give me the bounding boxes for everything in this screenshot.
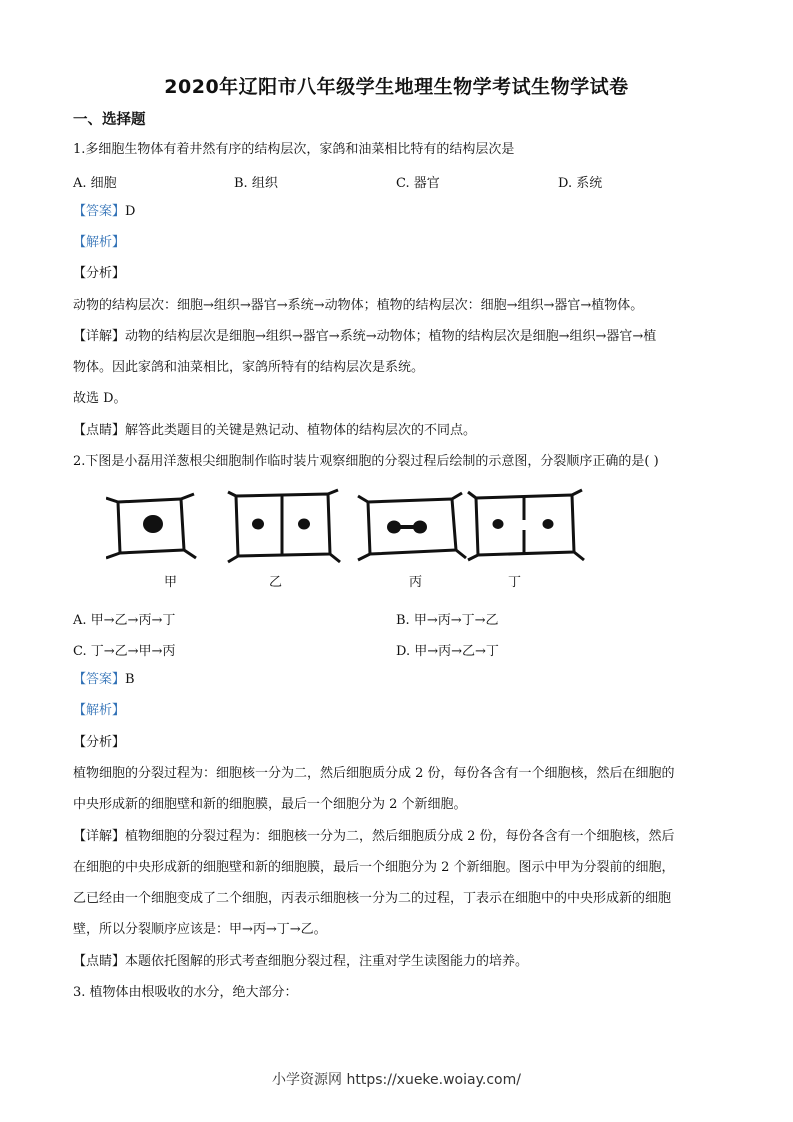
q2-dianjing [73, 953, 528, 971]
answer-value: D [125, 204, 136, 219]
answer-tag: 【答案】 [73, 204, 126, 219]
q1-xiangjie [73, 328, 656, 346]
q1-answer [73, 203, 135, 221]
q1-conclusion: 故选 D。 [73, 391, 127, 406]
cell-ding [468, 490, 584, 560]
q2-xiangjie [73, 828, 675, 846]
q2-option-d: D. 甲→丙→乙→丁 [396, 644, 499, 659]
dianjing-tag: 【点睛】 [73, 954, 126, 969]
dianjing-tag: 【点睛】 [73, 423, 126, 438]
page-footer: 小学资源网 https://xueke.woiay.com/ [272, 1072, 521, 1088]
dianjing-text: 解答此类题目的关键是熟记动、植物体的结构层次的不同点。 [125, 423, 477, 438]
q2-xiangjie-text-4: 壁，所以分裂顺序应该是：甲→丙→丁→乙。 [73, 922, 327, 937]
q1-option-d: D. 系统 [558, 176, 603, 191]
section-heading: 一、选择题 [73, 112, 146, 128]
q2-option-a: A. 甲→乙→丙→丁 [73, 613, 176, 628]
xiangjie-tag: 【详解】 [73, 829, 126, 844]
q2-fenxi-text-1: 植物细胞的分裂过程为：细胞核一分为二，然后细胞质分成 2 份，每份各含有一个细胞核，然后在细胞的 [73, 766, 675, 781]
xiangjie-tag: 【详解】 [73, 329, 126, 344]
q1-fenxi-tag: 【分析】 [73, 266, 126, 281]
q1-option-c: C. 器官 [396, 176, 440, 191]
xiangjie-text-1: 植物细胞的分裂过程为：细胞核一分为二，然后细胞质分成 2 份，每份各含有一个细胞核，然后 [125, 829, 675, 844]
q1-option-a: A. 细胞 [73, 176, 117, 191]
answer-tag: 【答案】 [73, 672, 126, 687]
cell-yi [228, 490, 340, 562]
q1-dianjing [73, 422, 476, 440]
q2-xiangjie-text-3: 乙已经由一个细胞变成了二个细胞，丙表示细胞核一分为二的过程，丁表示在细胞中的中央形成新的细胞 [73, 891, 672, 906]
q2-stem: 2.下图是小磊用洋葱根尖细胞制作临时装片观察细胞的分裂过程后绘制的示意图，分裂顺序正确的是( ) [73, 454, 659, 469]
q2-fenxi-tag: 【分析】 [73, 735, 126, 750]
caption-bing: 丙 [409, 575, 423, 590]
answer-value: B [125, 672, 135, 687]
caption-jia: 甲 [164, 575, 178, 590]
q2-option-c: C. 丁→乙→甲→丙 [73, 644, 176, 659]
q1-jiexi-tag: 【解析】 [73, 235, 126, 250]
q1-stem: 1.多细胞生物体有着井然有序的结构层次，家鸽和油菜相比特有的结构层次是 [73, 142, 515, 157]
xiangjie-text-1: 动物的结构层次是细胞→组织→器官→系统→动物体；植物的结构层次是细胞→组织→器官→植 [125, 329, 657, 344]
q2-jiexi-tag: 【解析】 [73, 703, 126, 718]
caption-yi: 乙 [269, 575, 283, 590]
q3-stem: 3. 植物体由根吸收的水分，绝大部分： [73, 985, 298, 1000]
q1-fenxi-text: 动物的结构层次：细胞→组织→器官→系统→动物体；植物的结构层次：细胞→组织→器官→植物体。 [73, 298, 644, 313]
q1-option-b: B. 组织 [234, 176, 278, 191]
dianjing-text: 本题依托图解的形式考查细胞分裂过程，注重对学生读图能力的培养。 [125, 954, 529, 969]
q1-xiangjie-text-2: 物体。因此家鸽和油菜相比，家鸽所特有的结构层次是系统。 [73, 360, 425, 375]
caption-ding: 丁 [508, 575, 522, 590]
q2-xiangjie-text-2: 在细胞的中央形成新的细胞壁和新的细胞膜，最后一个细胞分为 2 个新细胞。图示中甲为分裂前的细胞， [73, 860, 675, 875]
page-title: 2020年辽阳市八年级学生地理生物学考试生物学试卷 [164, 76, 629, 98]
q2-option-b: B. 甲→丙→丁→乙 [396, 613, 499, 628]
q2-answer [73, 671, 135, 689]
q2-fenxi-text-2: 中央形成新的细胞壁和新的细胞膜，最后一个细胞分为 2 个新细胞。 [73, 797, 467, 812]
